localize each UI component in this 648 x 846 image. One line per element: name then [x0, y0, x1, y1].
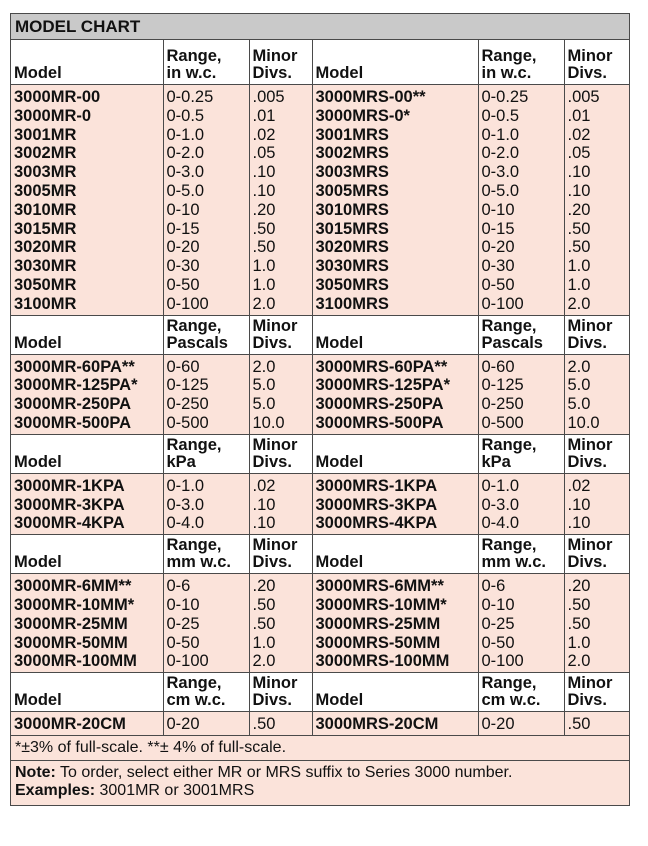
- mrs-model-cell: 3000MRS-60PA**: [312, 354, 478, 376]
- mr-model-cell: 3000MR-6MM**: [14, 577, 132, 596]
- mrs-model-cell: 3020MRS: [312, 238, 478, 257]
- minor-divs-column-header: [564, 434, 629, 473]
- mr-model-cell: 3000MR-100MM: [11, 652, 163, 672]
- table-row: [11, 652, 629, 672]
- model-column-header: Model: [11, 315, 163, 354]
- mrs-model-cell: 3000MRS-6MM**: [312, 574, 478, 596]
- mrs-range-cell: 0-100: [478, 295, 564, 315]
- range-header-line: Range,: [166, 435, 222, 454]
- mr-divs-cell: .50: [249, 596, 312, 615]
- range-header-line: Range,: [481, 316, 537, 335]
- mr-divs-cell: 2.0: [249, 295, 312, 315]
- mrs-model-cell: 3050MRS: [312, 276, 478, 295]
- mrs-model-cell: 3000MRS-20CM: [312, 712, 478, 736]
- mr-range-cell: 0-1.0: [163, 473, 249, 495]
- mr-divs-cell: 10.0: [249, 414, 312, 434]
- table-row: [11, 201, 629, 220]
- mr-model-cell: 3050MR: [14, 275, 77, 294]
- mrs-divs-cell: 5.0: [564, 395, 629, 414]
- range-header-line: Range,: [481, 435, 537, 454]
- mr-model-cell: 3100MR: [11, 295, 163, 315]
- mrs-range-cell: 0-30: [478, 257, 564, 276]
- mr-model-cell: 3000MR-4KPA: [11, 514, 163, 534]
- range-column-header: [478, 673, 564, 712]
- mr-model-cell: 3020MR: [14, 238, 77, 257]
- mrs-range-cell: 0-0.5: [478, 107, 564, 126]
- mr-divs-cell: .50: [249, 615, 312, 634]
- section-rows: [11, 85, 629, 316]
- mr-divs-cell: 1.0: [249, 257, 312, 276]
- mrs-model-cell: 3000MRS-50MM: [312, 634, 478, 653]
- minor-divs-column-header: [249, 535, 312, 574]
- mr-divs-cell: .01: [249, 107, 312, 126]
- mrs-range-cell: 0-500: [478, 414, 564, 434]
- mrs-model-cell: 3000MRS-0*: [312, 107, 478, 126]
- mr-range-cell: 0-10: [163, 596, 249, 615]
- mrs-range-cell: 0-2.0: [478, 144, 564, 163]
- mrs-model-cell: 3000MRS-3KPA: [312, 496, 478, 515]
- section-header: [11, 315, 629, 354]
- mr-divs-cell: .50: [249, 220, 312, 239]
- minor-header-line: Minor: [567, 47, 613, 65]
- mr-divs-cell: 2.0: [249, 354, 312, 376]
- range-header-line: in w.c.: [166, 64, 217, 82]
- minor-divs-column-header: [249, 434, 312, 473]
- table-row: [11, 163, 629, 182]
- minor-header-line: Minor: [567, 435, 613, 454]
- mrs-divs-cell: .50: [564, 238, 629, 257]
- mrs-model-cell: 3000MRS-4KPA: [312, 514, 478, 534]
- mr-divs-cell: 1.0: [249, 276, 312, 295]
- minor-header-line: Minor: [252, 316, 298, 335]
- mrs-divs-cell: .05: [564, 144, 629, 163]
- mrs-range-cell: 0-50: [478, 634, 564, 653]
- mrs-model-cell: 3000MRS-125PA*: [312, 376, 478, 395]
- mr-model-cell: 3000MR-0: [14, 106, 92, 125]
- range-column-header: [478, 315, 564, 354]
- mrs-range-cell: 0-20: [478, 238, 564, 257]
- range-column-header: [163, 40, 249, 85]
- minor-divs-column-header: [249, 673, 312, 712]
- model-column-header: Model: [312, 40, 478, 85]
- minor-divs-column-header: [564, 535, 629, 574]
- mr-model-cell: 3010MR: [14, 200, 77, 219]
- mrs-range-cell: 0-3.0: [478, 163, 564, 182]
- mr-range-cell: 0-0.25: [163, 85, 249, 107]
- model-column-header: Model: [312, 673, 478, 712]
- range-column-header: [163, 535, 249, 574]
- mr-divs-cell: .50: [249, 238, 312, 257]
- section-rows: [11, 712, 629, 736]
- range-header-line: kPa: [481, 452, 511, 471]
- mr-divs-cell: .20: [249, 201, 312, 220]
- mrs-model-cell: 3010MRS: [312, 201, 478, 220]
- minor-header-line: Divs.: [567, 64, 607, 82]
- mr-range-cell: 0-25: [163, 615, 249, 634]
- range-header-line: cm w.c.: [166, 691, 226, 710]
- minor-divs-column-header: [564, 40, 629, 85]
- range-column-header: [478, 40, 564, 85]
- mrs-divs-cell: .50: [564, 712, 629, 736]
- mr-model-cell: 3003MR: [14, 163, 77, 182]
- range-header-line: Range,: [481, 536, 537, 555]
- mr-divs-cell: 2.0: [249, 652, 312, 672]
- mr-range-cell: 0-60: [163, 354, 249, 376]
- mrs-model-cell: 3030MRS: [312, 257, 478, 276]
- table-row: [11, 257, 629, 276]
- minor-header-line: Divs.: [252, 452, 292, 471]
- model-table: [11, 40, 629, 736]
- mr-range-cell: 0-20: [163, 712, 249, 736]
- mrs-model-cell: 3015MRS: [312, 220, 478, 239]
- model-column-header: Model: [312, 535, 478, 574]
- table-row: [11, 414, 629, 434]
- mr-model-cell: 3000MR-00: [14, 88, 101, 106]
- range-header-line: Range,: [166, 316, 222, 335]
- mr-range-cell: 0-500: [163, 414, 249, 434]
- mr-range-cell: 0-15: [163, 220, 249, 239]
- mr-divs-cell: .20: [249, 574, 312, 596]
- range-header-line: Range,: [166, 47, 222, 65]
- table-row: [11, 615, 629, 634]
- mr-divs-cell: .10: [249, 182, 312, 201]
- table-row: [11, 473, 629, 495]
- table-row: [11, 376, 629, 395]
- table-row: [11, 276, 629, 295]
- mrs-model-cell: 3002MRS: [312, 144, 478, 163]
- range-column-header: [163, 673, 249, 712]
- mr-range-cell: 0-1.0: [163, 126, 249, 145]
- model-column-header: Model: [11, 40, 163, 85]
- mrs-range-cell: 0-100: [478, 652, 564, 672]
- note-text: To order, select either MR or MRS suffix to Series 3000 number.: [55, 763, 513, 781]
- section-header: [11, 434, 629, 473]
- mrs-model-cell: 3000MRS-100MM: [312, 652, 478, 672]
- mrs-divs-cell: .10: [564, 496, 629, 515]
- mrs-divs-cell: .50: [564, 220, 629, 239]
- mrs-model-cell: 3005MRS: [312, 182, 478, 201]
- mrs-divs-cell: .10: [564, 182, 629, 201]
- mrs-model-cell: 3000MRS-00**: [312, 85, 478, 107]
- mr-divs-cell: .02: [249, 126, 312, 145]
- range-header-line: Range,: [166, 674, 222, 693]
- mrs-range-cell: 0-15: [478, 220, 564, 239]
- mrs-range-cell: 0-20: [478, 712, 564, 736]
- mr-model-cell: 3002MR: [14, 144, 77, 163]
- minor-divs-column-header: [564, 315, 629, 354]
- mr-range-cell: 0-3.0: [163, 163, 249, 182]
- model-column-header: Model: [312, 434, 478, 473]
- mr-divs-cell: 1.0: [249, 634, 312, 653]
- mrs-divs-cell: 5.0: [564, 376, 629, 395]
- mr-range-cell: 0-10: [163, 201, 249, 220]
- minor-header-line: Minor: [567, 674, 613, 693]
- minor-header-line: Divs.: [567, 553, 607, 572]
- range-column-header: [163, 434, 249, 473]
- range-header-line: mm w.c.: [481, 553, 546, 572]
- mrs-divs-cell: 1.0: [564, 276, 629, 295]
- mrs-divs-cell: .10: [564, 514, 629, 534]
- section-header: [11, 673, 629, 712]
- mrs-range-cell: 0-10: [478, 201, 564, 220]
- range-header-line: cm w.c.: [481, 691, 541, 710]
- mr-divs-cell: 5.0: [249, 376, 312, 395]
- table-row: [11, 496, 629, 515]
- mr-model-cell: 3000MR-25MM: [14, 614, 128, 633]
- mr-model-cell: 3000MR-1KPA: [14, 476, 125, 495]
- minor-header-line: Divs.: [252, 64, 292, 82]
- mr-divs-cell: .10: [249, 496, 312, 515]
- mr-range-cell: 0-2.0: [163, 144, 249, 163]
- mr-model-cell: 3015MR: [14, 219, 77, 238]
- range-column-header: [478, 434, 564, 473]
- mrs-range-cell: 0-50: [478, 276, 564, 295]
- table-row: [11, 596, 629, 615]
- section-rows: [11, 354, 629, 434]
- table-row: [11, 514, 629, 534]
- mrs-divs-cell: 2.0: [564, 295, 629, 315]
- mr-range-cell: 0-50: [163, 634, 249, 653]
- table-row: [11, 107, 629, 126]
- mrs-divs-cell: 2.0: [564, 652, 629, 672]
- minor-header-line: Minor: [567, 536, 613, 555]
- mrs-range-cell: 0-1.0: [478, 126, 564, 145]
- mr-divs-cell: 5.0: [249, 395, 312, 414]
- mr-model-cell: 3000MR-60PA**: [14, 357, 135, 376]
- mr-model-cell: 3030MR: [14, 257, 77, 276]
- mr-range-cell: 0-250: [163, 395, 249, 414]
- mr-range-cell: 0-6: [163, 574, 249, 596]
- mrs-divs-cell: .50: [564, 615, 629, 634]
- mr-divs-cell: .10: [249, 163, 312, 182]
- mrs-range-cell: 0-10: [478, 596, 564, 615]
- range-header-line: mm w.c.: [166, 553, 231, 572]
- range-header-line: kPa: [166, 452, 196, 471]
- mr-model-cell: 3000MR-50MM: [14, 633, 128, 652]
- mrs-divs-cell: .02: [564, 473, 629, 495]
- range-column-header: [163, 315, 249, 354]
- table-row: [11, 144, 629, 163]
- mrs-range-cell: 0-250: [478, 395, 564, 414]
- mrs-model-cell: 3001MRS: [312, 126, 478, 145]
- examples-text: 3001MR or 3001MRS: [95, 782, 255, 800]
- range-header-line: Range,: [481, 47, 537, 65]
- section-header: [11, 535, 629, 574]
- mr-range-cell: 0-50: [163, 276, 249, 295]
- mr-range-cell: 0-100: [163, 295, 249, 315]
- mr-range-cell: 0-4.0: [163, 514, 249, 534]
- mrs-divs-cell: .10: [564, 163, 629, 182]
- range-header-line: Pascals: [166, 333, 228, 352]
- mr-divs-cell: .05: [249, 144, 312, 163]
- section-header: [11, 40, 629, 85]
- mr-model-cell: 3000MR-3KPA: [14, 495, 125, 514]
- table-row: [11, 712, 629, 736]
- minor-divs-column-header: [564, 673, 629, 712]
- mr-divs-cell: .005: [249, 85, 312, 107]
- mrs-divs-cell: 10.0: [564, 414, 629, 434]
- model-column-header: Model: [11, 535, 163, 574]
- range-header-line: Range,: [481, 674, 537, 693]
- mrs-divs-cell: .005: [564, 85, 629, 107]
- mr-model-cell: 3000MR-10MM*: [14, 595, 135, 614]
- minor-header-line: Minor: [252, 536, 298, 555]
- mrs-divs-cell: 2.0: [564, 354, 629, 376]
- mr-range-cell: 0-125: [163, 376, 249, 395]
- mrs-divs-cell: 1.0: [564, 257, 629, 276]
- minor-header-line: Divs.: [252, 691, 292, 710]
- model-column-header: Model: [11, 434, 163, 473]
- section-rows: [11, 574, 629, 673]
- mr-range-cell: 0-0.5: [163, 107, 249, 126]
- minor-divs-column-header: [249, 315, 312, 354]
- table-row: [11, 634, 629, 653]
- mrs-model-cell: 3003MRS: [312, 163, 478, 182]
- minor-header-line: Divs.: [252, 333, 292, 352]
- minor-header-line: Minor: [252, 435, 298, 454]
- mr-divs-cell: .50: [249, 712, 312, 736]
- mrs-range-cell: 0-25: [478, 615, 564, 634]
- mrs-divs-cell: 1.0: [564, 634, 629, 653]
- mrs-range-cell: 0-0.25: [478, 85, 564, 107]
- mr-model-cell: 3001MR: [14, 125, 77, 144]
- mrs-divs-cell: .01: [564, 107, 629, 126]
- mr-divs-cell: .02: [249, 473, 312, 495]
- table-row: [11, 295, 629, 315]
- mr-range-cell: 0-100: [163, 652, 249, 672]
- mr-divs-cell: .10: [249, 514, 312, 534]
- mrs-divs-cell: .50: [564, 596, 629, 615]
- minor-header-line: Divs.: [567, 333, 607, 352]
- mr-range-cell: 0-30: [163, 257, 249, 276]
- minor-header-line: Divs.: [567, 691, 607, 710]
- model-column-header: Model: [11, 673, 163, 712]
- table-row: [11, 395, 629, 414]
- mr-model-cell: 3000MR-20CM: [11, 712, 163, 736]
- range-header-line: Pascals: [481, 333, 543, 352]
- table-row: [11, 85, 629, 107]
- mrs-range-cell: 0-3.0: [478, 496, 564, 515]
- mr-range-cell: 0-3.0: [163, 496, 249, 515]
- mrs-divs-cell: .20: [564, 201, 629, 220]
- mr-range-cell: 0-5.0: [163, 182, 249, 201]
- mrs-range-cell: 0-60: [478, 354, 564, 376]
- mr-model-cell: 3000MR-250PA: [14, 395, 132, 414]
- mrs-model-cell: 3000MRS-500PA: [312, 414, 478, 434]
- minor-header-line: Minor: [252, 47, 298, 65]
- model-column-header: Model: [312, 315, 478, 354]
- order-note: [11, 761, 629, 805]
- mr-range-cell: 0-20: [163, 238, 249, 257]
- mrs-range-cell: 0-4.0: [478, 514, 564, 534]
- examples-label: Examples:: [15, 782, 96, 800]
- mrs-model-cell: 3100MRS: [312, 295, 478, 315]
- model-chart: [10, 13, 630, 806]
- table-row: [11, 354, 629, 376]
- table-row: [11, 220, 629, 239]
- mrs-range-cell: 0-6: [478, 574, 564, 596]
- mr-model-cell: 3000MR-500PA: [11, 414, 163, 434]
- mrs-range-cell: 0-1.0: [478, 473, 564, 495]
- range-header-line: Range,: [166, 536, 222, 555]
- table-row: [11, 126, 629, 145]
- mrs-model-cell: 3000MRS-250PA: [312, 395, 478, 414]
- mrs-model-cell: 3000MRS-10MM*: [312, 596, 478, 615]
- note-label: Note:: [15, 763, 56, 781]
- chart-title: MODEL CHART: [11, 14, 629, 40]
- mr-model-cell: 3005MR: [14, 181, 77, 200]
- table-row: [11, 574, 629, 596]
- mrs-range-cell: 0-5.0: [478, 182, 564, 201]
- section-rows: [11, 473, 629, 534]
- table-row: [11, 238, 629, 257]
- range-column-header: [478, 535, 564, 574]
- mrs-divs-cell: .20: [564, 574, 629, 596]
- mrs-model-cell: 3000MRS-1KPA: [312, 473, 478, 495]
- mrs-range-cell: 0-125: [478, 376, 564, 395]
- minor-header-line: Minor: [567, 316, 613, 335]
- footnote: *±3% of full-scale. **± 4% of full-scale.: [11, 736, 629, 761]
- mr-model-cell: 3000MR-125PA*: [14, 376, 138, 395]
- mrs-model-cell: 3000MRS-25MM: [312, 615, 478, 634]
- minor-header-line: Minor: [252, 674, 298, 693]
- minor-header-line: Divs.: [567, 452, 607, 471]
- table-row: [11, 182, 629, 201]
- minor-divs-column-header: [249, 40, 312, 85]
- range-header-line: in w.c.: [481, 64, 532, 82]
- minor-header-line: Divs.: [252, 553, 292, 572]
- mrs-divs-cell: .02: [564, 126, 629, 145]
